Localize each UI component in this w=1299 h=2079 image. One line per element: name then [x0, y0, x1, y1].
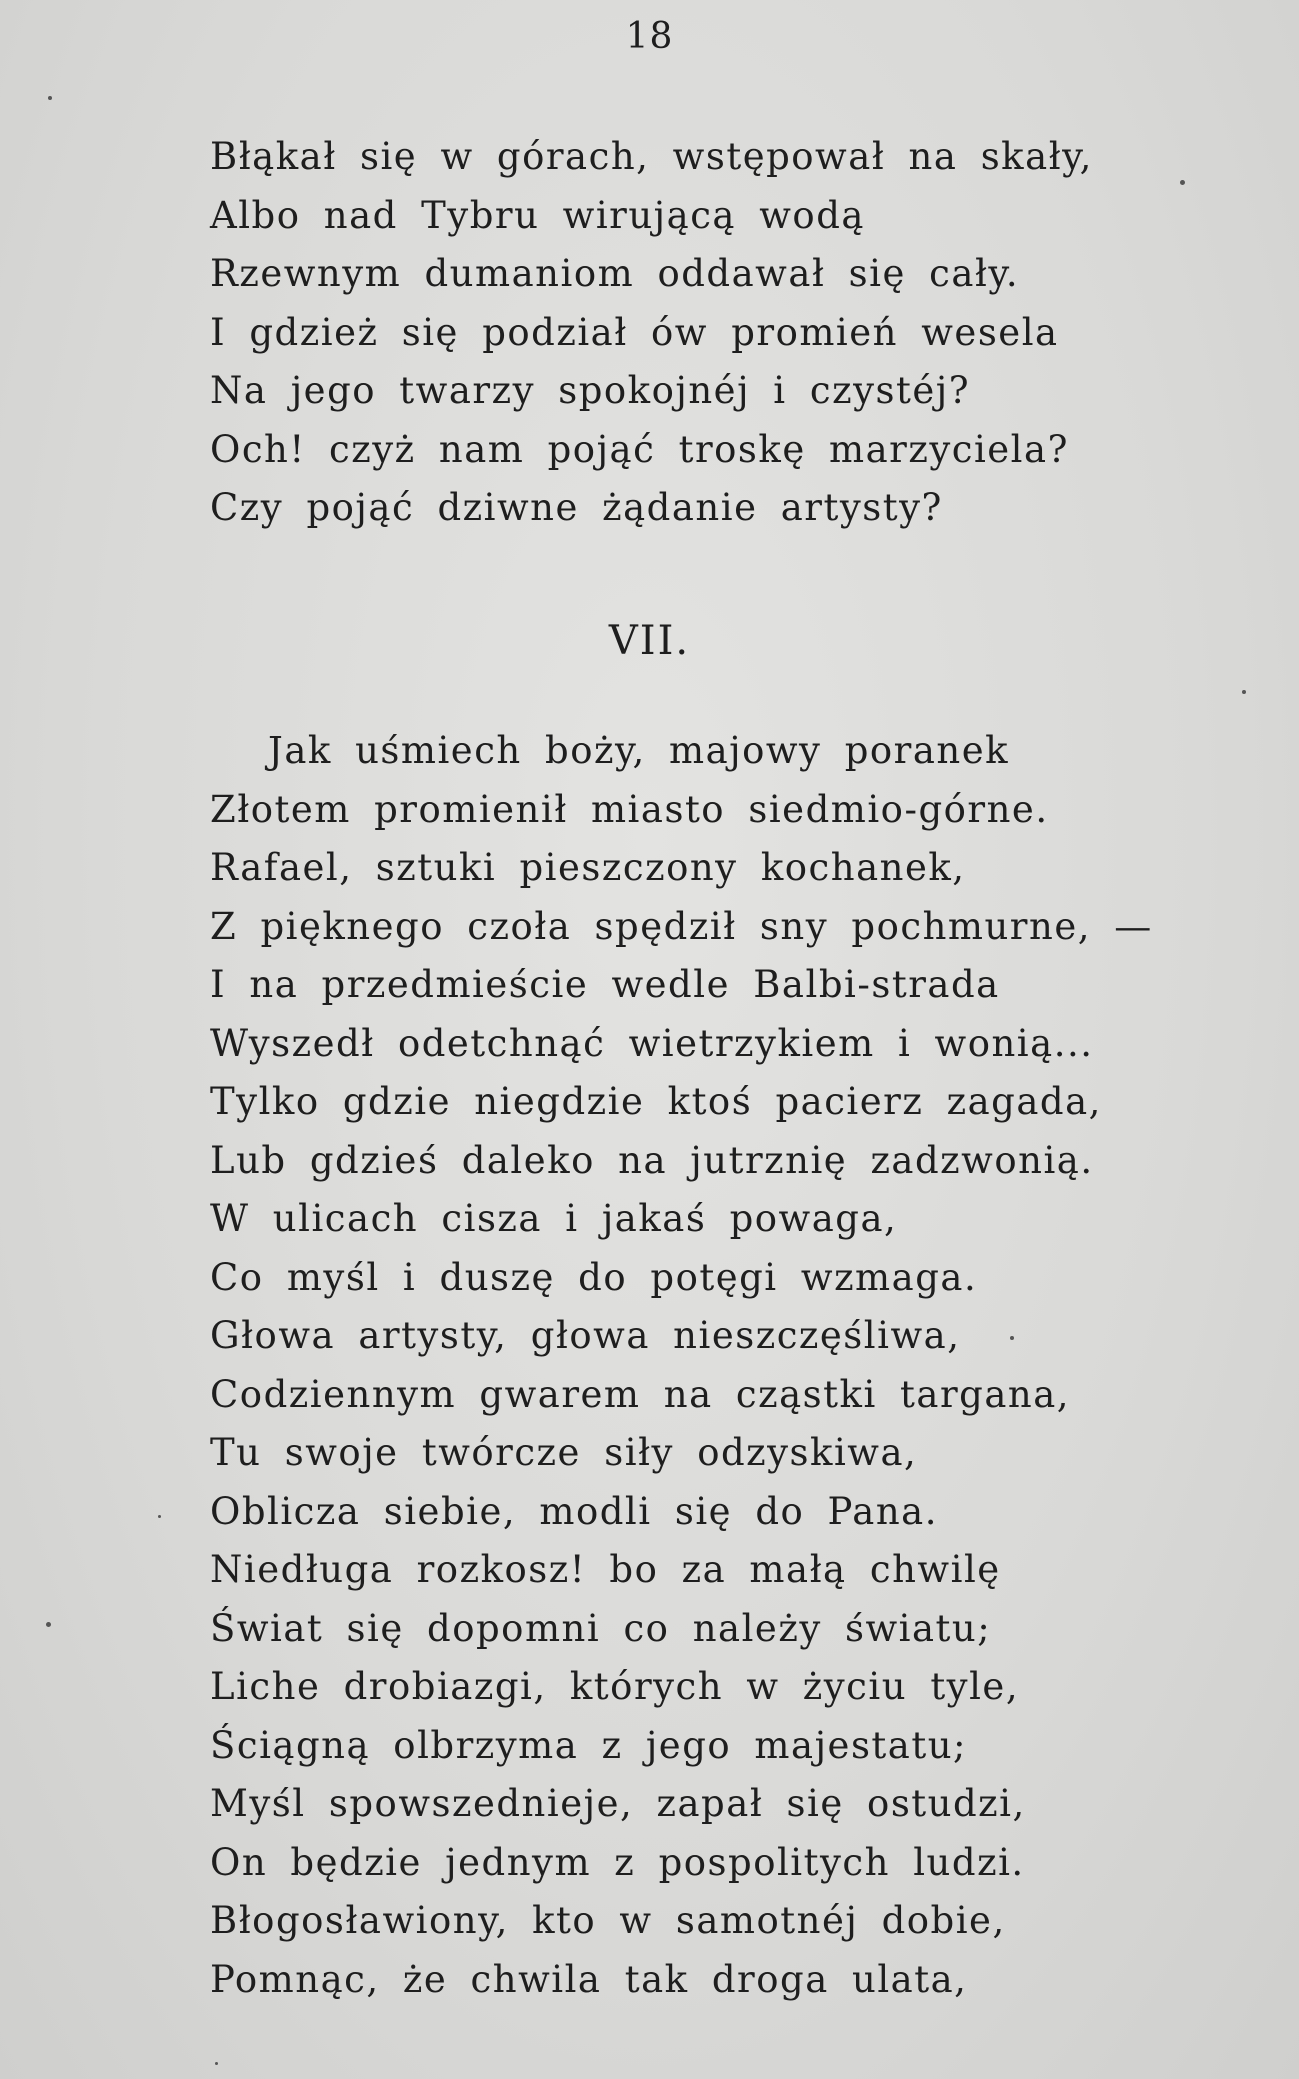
- verse-line: Niedługa rozkosz! bo za małą chwilę: [210, 1548, 1001, 1591]
- verse-line: Błąkał się w górach, wstępował na skały,: [210, 135, 1093, 178]
- verse-line: Głowa artysty, głowa nieszczęśliwa,: [210, 1314, 961, 1357]
- verse-line: Na jego twarzy spokojnéj i czystéj?: [210, 369, 971, 412]
- paper-speck: [48, 96, 52, 100]
- verse-line: Liche drobiazgi, których w życiu tyle,: [210, 1665, 1020, 1708]
- verse-line: Ściągną olbrzyma z jego majestatu;: [210, 1723, 968, 1767]
- verse-line: Jak uśmiech boży, majowy poranek: [268, 729, 1010, 772]
- verse-line: W ulicach cisza i jakaś powaga,: [210, 1197, 898, 1240]
- paper-speck: [158, 1515, 161, 1518]
- verse-line: Czy pojąć dziwne żądanie artysty?: [210, 486, 943, 529]
- verse-line: I na przedmieście wedle Balbi-strada: [210, 963, 1000, 1006]
- page-number: 18: [625, 16, 674, 57]
- verse-line: Co myśl i duszę do potęgi wzmaga.: [210, 1255, 978, 1299]
- verse-line: Codziennym gwarem na cząstki targana,: [210, 1372, 1071, 1416]
- verse-line: Z pięknego czoła spędził sny pochmurne, —: [210, 904, 1153, 948]
- paper-speck: [46, 1622, 51, 1627]
- verse-line: Lub gdzieś daleko na jutrznię zadzwonią.: [210, 1138, 1094, 1182]
- verse-line: On będzie jednym z pospolitych ludzi.: [210, 1840, 1025, 1884]
- stanza-2: [210, 722, 1220, 2009]
- verse-line: Złotem promienił miasto siedmio-górne.: [210, 787, 1049, 831]
- paper-speck: [1180, 180, 1185, 185]
- section-heading: VII.: [608, 618, 691, 664]
- verse-line: Rzewnym dumaniom oddawał się cały.: [210, 252, 1020, 295]
- verse-line: Rafael, sztuki pieszczony kochanek,: [210, 846, 966, 889]
- verse-line: Pomnąc, że chwila tak droga ulata,: [210, 1957, 968, 2001]
- stanza-1: [210, 128, 1220, 538]
- verse-line: I gdzież się podział ów promień wesela: [210, 310, 1059, 354]
- verse-line: Tu swoje twórcze siły odzyskiwa,: [210, 1431, 918, 1474]
- verse-line: Myśl spowszednieje, zapał się ostudzi,: [210, 1782, 1026, 1825]
- verse-line: Albo nad Tybru wirującą wodą: [210, 193, 865, 237]
- verse-line: Świat się dopomni co należy światu;: [210, 1606, 992, 1650]
- verse-line: Wyszedł odetchnąć wietrzykiem i wonią...: [210, 1021, 1094, 1065]
- verse-line: Błogosławiony, kto w samotnéj dobie,: [210, 1899, 1006, 1942]
- verse-line: Och! czyż nam pojąć troskę marzyciela?: [210, 427, 1069, 471]
- verse-line: Oblicza siebie, modli się do Pana.: [210, 1489, 938, 1533]
- paper-speck: [1010, 1336, 1014, 1340]
- paper-speck: [1242, 690, 1246, 694]
- verse-line: Tylko gdzie niegdzie ktoś pacierz zagada,: [210, 1080, 1102, 1123]
- paper-speck: [215, 2062, 218, 2065]
